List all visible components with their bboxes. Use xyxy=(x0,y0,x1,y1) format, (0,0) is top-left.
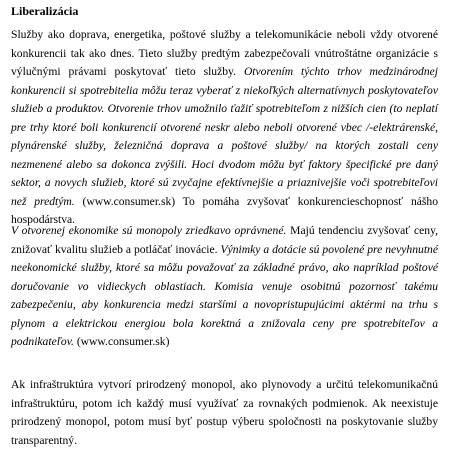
paragraph-2-segment-4: (www.consumer.sk) xyxy=(73,335,170,348)
paragraph-2-segment-1-italic: V otvorenej ekonomike sú monopoly zriedkavo oprávnené. xyxy=(11,224,287,237)
paragraph-1 xyxy=(11,26,438,230)
paragraph-2-segment-3-italic: Výnimky a dotácie sú povolené pre nevyhnutné neekonomické služby, ktoré sa môžu považovať za základné právo, ako napríklad poštové doručovanie vo vidieckych oblastiach. Komisia venuje osobitnú pozornosť takému zabezpečeniu, aby konkurencia medzi staršími a novopristupujúcimi aktérmi na trhu s plynom a elektrickou energiou bola korektná a znižovala ceny pre spotrebiteľov a podnikateľov. xyxy=(11,242,438,348)
paragraph-3-segment-1: Ak infraštruktúra vytvorí prirodzený monopol, ako plynovody a určitú telekomunikačnú infraštruktúru, potom ich každý musí využívať za rovnakých podmienok. Ak neexistuje prirodzený monopol, potom musí byť postup výberu spoločnosti na poskytovanie služby transparentný. xyxy=(11,378,438,447)
paragraph-3 xyxy=(11,376,438,450)
section-heading: Liberalizácia xyxy=(11,4,79,18)
paragraph-2 xyxy=(11,222,438,352)
paragraph-1-segment-2-italic: Otvorením týchto trhov medzinárodnej konkurencii si spotrebitelia môžu teraz vyberať z niekoľkých alternatívnych poskytovateľov služieb a produktov. Otvorenie trhov umožnilo ťažiť spotrebiteľom z nižších cien (to neplatí pre trhy ktoré boli konkurencií otvorené neskr alebo neboli otvorené vbec /-elektrárenské, plynárenské služby, železničná doprava a poštové služby/ na ktorých zostali ceny nezmenené alebo sa dokonca zvýšili. Hoci dvodom môžu byť faktory špecifické pre daný sektor, a novych služieb, ktoré sú zvyčajne efektívnejšie a priaznivejšie voči spotrebiteľovi než predtým. xyxy=(11,65,438,208)
paragraph-1-segment-3: (www.consumer.sk) To pomáha zvyšovať konkurencieschopnosť nášho hospodárstva. xyxy=(11,194,438,226)
paragraph-1-segment-1: Služby ako doprava, energetika, poštové služby a telekomunikácie neboli vždy otvorené konkurencii tak ako dnes. Tieto služby predtým zabezpečovali vnútroštátne organizácie s výlučnými právami poskytovať tieto služby. xyxy=(11,28,438,78)
paragraph-2-segment-2: Majú tendenciu zvyšovať ceny, znižovať kvalitu služieb a potláčať inovácie. xyxy=(11,224,439,256)
